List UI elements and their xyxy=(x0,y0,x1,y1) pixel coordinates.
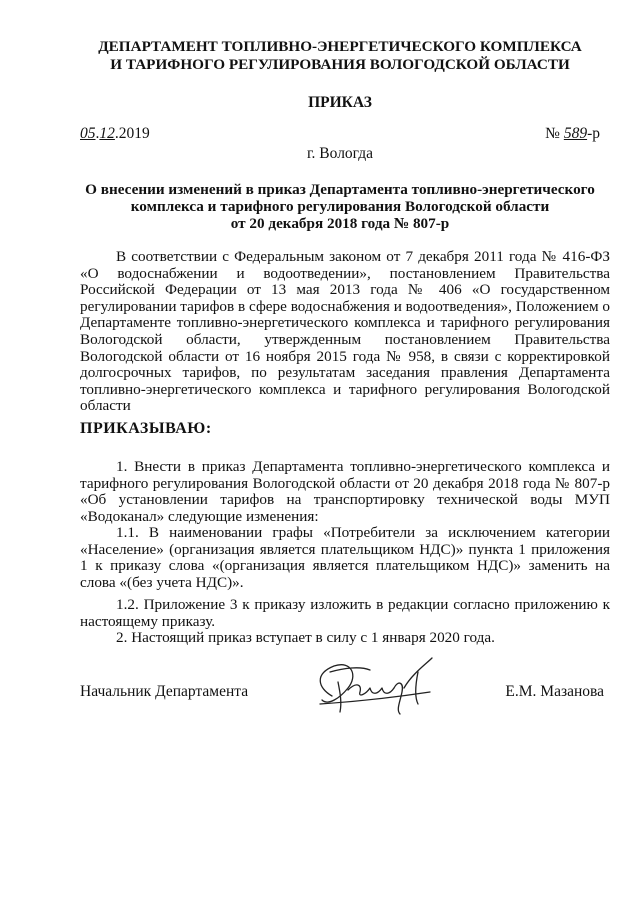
department-line-1: ДЕПАРТАМЕНТ ТОПЛИВНО-ЭНЕРГЕТИЧЕСКОГО КОМПЛЕКСА xyxy=(98,38,582,55)
date-month-handwritten: 12 xyxy=(99,125,115,142)
number-value-handwritten: 589 xyxy=(563,125,588,142)
document-type-title: ПРИКАЗ xyxy=(308,94,372,111)
order-subject xyxy=(60,181,620,232)
item-1-paragraph: 1. Внести в приказ Департамента топливно-энергетического комплекса и тарифного регулирования Вологодской области от 20 декабря 2018 года № 807-р «Об установлении тарифов на транспортировку технической воды МУП «Водоканал» следующие изменения: xyxy=(80,458,610,525)
subject-line-3: от 20 декабря 2018 года № 807-р xyxy=(230,215,450,232)
order-date xyxy=(80,125,150,143)
signatory-position: Начальник Департамента xyxy=(80,683,249,700)
item-2-paragraph: 2. Настоящий приказ вступает в силу с 1 января 2020 года. xyxy=(116,629,495,646)
orders-heading: ПРИКАЗЫВАЮ: xyxy=(80,420,212,437)
item-1-1-paragraph: 1.1. В наименовании графы «Потребители за исключением категории «Население» (организация является плательщиком НДС)» пункта 1 приложения 1 к приказу слова «(организация является плательщиком НДС)» заменить на слова «(без учета НДС)». xyxy=(80,524,610,591)
department-header xyxy=(60,38,620,74)
handwritten-signature xyxy=(300,652,450,722)
number-prefix: № xyxy=(545,125,564,142)
department-line-2: И ТАРИФНОГО РЕГУЛИРОВАНИЯ ВОЛОГОДСКОЙ ОБЛАСТИ xyxy=(110,56,570,73)
preamble-paragraph: В соответствии с Федеральным законом от 7 декабря 2011 года № 416-ФЗ «О водоснабжении и водоотведении», постановлением Правительства Российской Федерации от 13 мая 2013 года № 406 «О государственном регулировании тарифов в сфере водоснабжения и водоотведения», Положением о Департаменте топливно-энергетического комплекса и тарифного регулирования Вологодской области, утвержденным постановлением Правительства Вологодской области от 16 ноября 2015 года № 958, в связи с корректировкой долгосрочных тарифов, по результатам заседания правления Департамента топливно-энергетического комплекса и тарифного регулирования Вологодской области xyxy=(80,248,610,415)
number-suffix: -р xyxy=(587,125,600,142)
date-day-handwritten: 05 xyxy=(80,125,96,142)
subject-line-1: О внесении изменений в приказ Департамента топливно-энергетического xyxy=(85,181,595,198)
date-year: .2019 xyxy=(114,125,150,142)
subject-line-2: комплекса и тарифного регулирования Вологодской области xyxy=(130,198,550,215)
item-1-2-paragraph: 1.2. Приложение 3 к приказу изложить в редакции согласно приложению к настоящему приказу. xyxy=(80,596,610,630)
signatory-name: Е.М. Мазанова xyxy=(505,683,604,700)
date-separator: . xyxy=(95,125,100,142)
order-number xyxy=(545,125,600,143)
city: г. Вологда xyxy=(306,145,374,162)
